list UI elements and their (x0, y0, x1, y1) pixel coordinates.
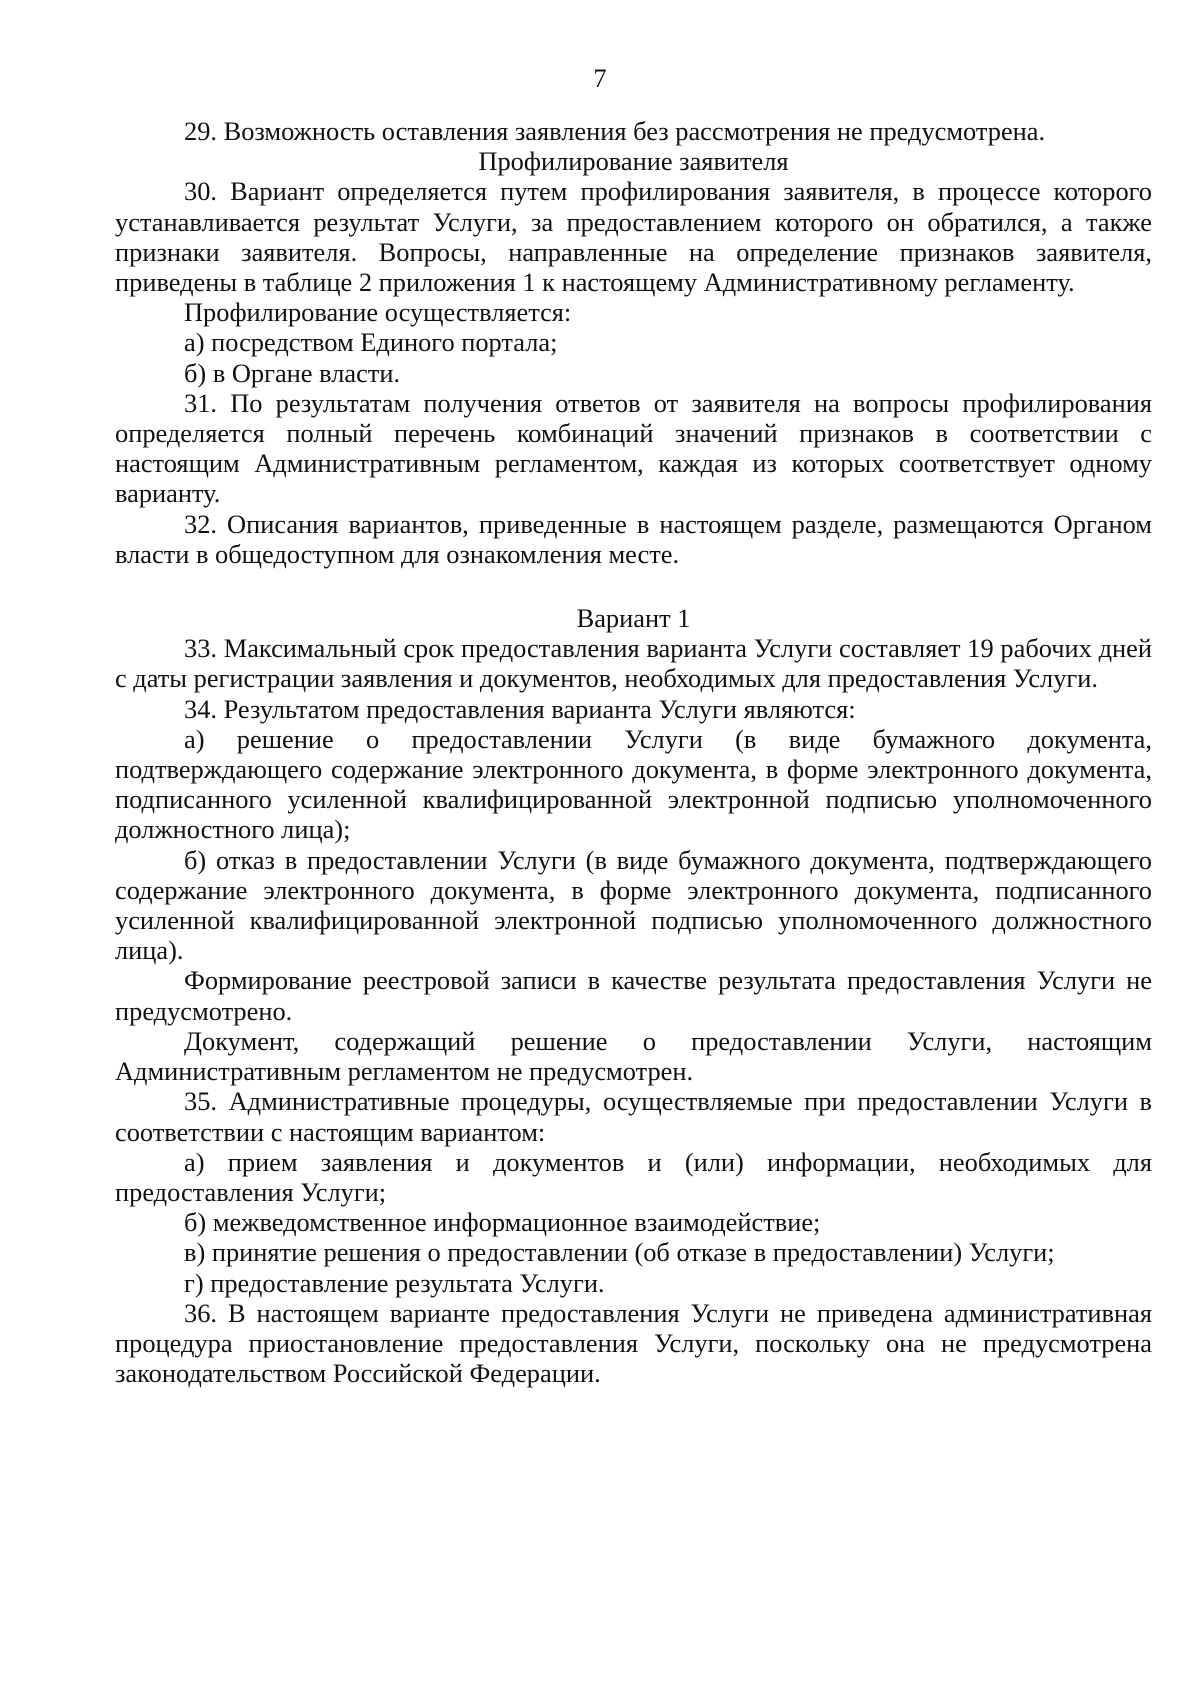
paragraph-31: 31. По результатам получения ответов от заявителя на вопросы профилирования определяется полный перечень комбинаций значений признаков в соответствии с настоящим Административным регламентом, каждая из которых соответствует одному варианту. (115, 387, 1152, 509)
list-item-b-interagency: б) межведомственное информационное взаимодействие; (184, 1207, 821, 1238)
paragraph-36: 36. В настоящем варианте предоставления Услуги не приведена административная процедура приостановление предоставления Услуги, поскольку она не предусмотрена законодательством Российской Федерации. (115, 1297, 1152, 1389)
paragraph-29: 29. Возможность оставления заявления без рассмотрения не предусмотрена. (184, 116, 1046, 146)
paragraph-decision-document: Документ, содержащий решение о предоставлении Услуги, настоящим Административным регламентом не предусмотрен. (115, 1025, 1152, 1087)
document-body (115, 116, 1152, 1388)
page-number: 7 (593, 63, 607, 93)
list-item-b-refusal: б) отказ в предоставлении Услуги (в виде бумажного документа, подтверждающего содержание электронного документа, в форме электронного документа, подписанного усиленной квалифицированной электронной подписью уполномоченного должностного лица). (115, 844, 1152, 966)
section-spacer (115, 569, 1152, 603)
list-item-b-authority: б) в Органе власти. (184, 357, 401, 388)
paragraph-profiling-intro: Профилирование осуществляется: (184, 297, 572, 328)
paragraph-34: 34. Результатом предоставления варианта Услуги являются: (184, 693, 856, 724)
paragraph-30: 30. Вариант определяется путем профилирования заявителя, в процессе которого устанавливается результат Услуги, за предоставлением которого он обратился, а также признаки заявителя. Вопросы, направленные на определение признаков заявителя, приведены в таблице 2 приложения 1 к настоящему Административному регламенту. (115, 176, 1152, 298)
list-item-a-reception: а) прием заявления и документов и (или) информации, необходимых для предоставления Услуги; (115, 1146, 1152, 1207)
paragraph-registry-record: Формирование реестровой записи в качестве результата предоставления Услуги не предусмотрено. (115, 965, 1152, 1026)
list-item-d-result-delivery: г) предоставление результата Услуги. (184, 1267, 605, 1298)
section-heading-profiling: Профилирование заявителя (478, 146, 789, 177)
list-item-a-portal: а) посредством Единого портала; (184, 327, 558, 358)
paragraph-32: 32. Описания вариантов, приведенные в настоящем разделе, размещаются Органом власти в общедоступном для ознакомления месте. (115, 508, 1152, 569)
list-item-a-decision: а) решение о предоставлении Услуги (в виде бумажного документа, подтверждающего содержание электронного документа, в форме электронного документа, подписанного усиленной квалифицированной электронной подписью уполномоченного должностного лица); (115, 723, 1152, 845)
paragraph-33: 33. Максимальный срок предоставления варианта Услуги составляет 19 рабочих дней с даты регистрации заявления и документов, необходимых для предоставления Услуги. (115, 633, 1152, 694)
section-heading-variant-1: Вариант 1 (576, 603, 691, 634)
list-item-c-decision-making: в) принятие решения о предоставлении (об отказе в предоставлении) Услуги; (184, 1237, 1055, 1268)
paragraph-35: 35. Административные процедуры, осуществляемые при предоставлении Услуги в соответствии с настоящим вариантом: (115, 1086, 1152, 1147)
